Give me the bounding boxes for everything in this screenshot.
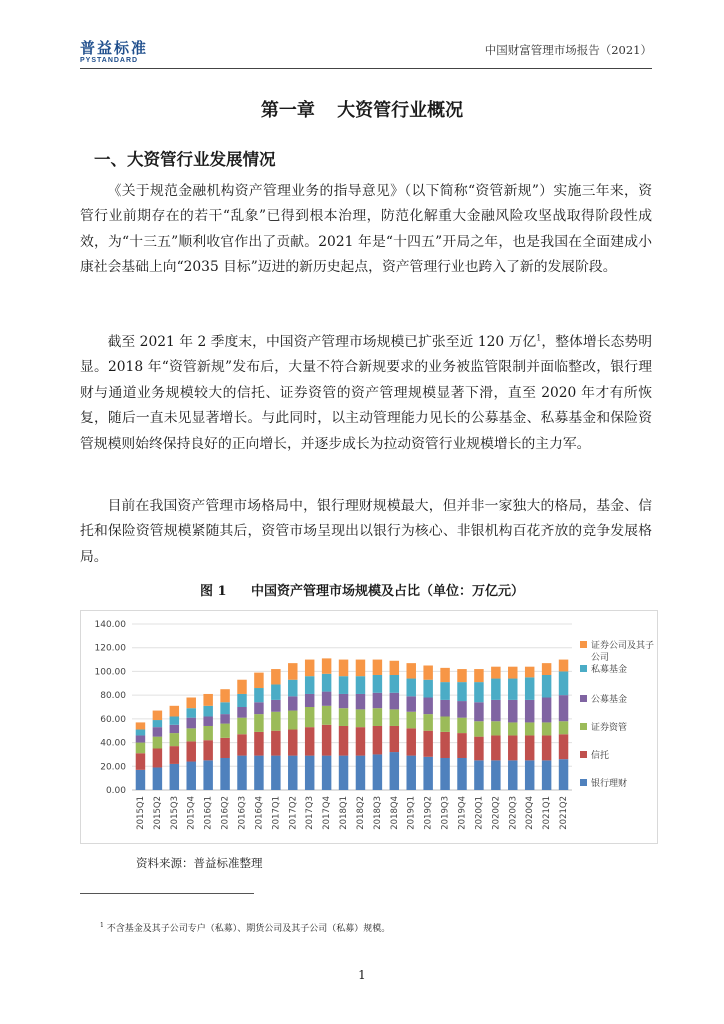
- x-tick-label: 2020Q3: [508, 796, 519, 830]
- bar-segment: [254, 732, 263, 756]
- asset-management-chart: [80, 610, 658, 844]
- bar-segment: [136, 730, 145, 736]
- y-tick-label: 20.00: [100, 762, 126, 773]
- bar-segment: [203, 760, 212, 790]
- bar-segment: [305, 676, 314, 694]
- bar-segment: [288, 680, 297, 697]
- bar-segment: [305, 756, 314, 790]
- bar-segment: [491, 735, 500, 760]
- bar-segment: [271, 700, 280, 712]
- bar-segment: [237, 680, 246, 694]
- bar-segment: [254, 714, 263, 732]
- bar-segment: [525, 667, 534, 678]
- bar-segment: [339, 660, 348, 677]
- bar-segment: [153, 720, 162, 727]
- bar-segment: [136, 743, 145, 754]
- bar-segment: [288, 711, 297, 730]
- legend-swatch: [580, 779, 587, 786]
- logo: [80, 40, 148, 65]
- bar-segment: [559, 695, 568, 721]
- bar-segment: [474, 682, 483, 702]
- bar-segment: [390, 675, 399, 693]
- x-tick-label: 2017Q3: [305, 796, 316, 830]
- x-tick-label: 2015Q3: [169, 796, 180, 830]
- bar-segment: [457, 718, 466, 733]
- bar-segment: [170, 706, 179, 717]
- x-tick-label: 2017Q2: [288, 796, 299, 830]
- bar-segment: [559, 759, 568, 790]
- bar-segment: [322, 725, 331, 756]
- y-tick-label: 60.00: [100, 714, 126, 725]
- header-divider: [80, 68, 652, 69]
- bar-segment: [440, 716, 449, 731]
- bar-segment: [237, 694, 246, 707]
- figure-caption: [0, 580, 724, 599]
- x-tick-label: 2019Q2: [423, 796, 434, 830]
- figure-number: 图 1: [199, 584, 227, 599]
- bar-segment: [305, 694, 314, 707]
- y-tick-label: 40.00: [100, 738, 126, 749]
- legend-label: 银行理财: [591, 779, 628, 789]
- bar-segment: [339, 676, 348, 694]
- footnote-ref[interactable]: 1: [536, 333, 542, 343]
- x-tick-label: 2019Q3: [440, 796, 451, 830]
- logo-en: PYSTANDARD: [80, 57, 139, 64]
- bar-segment: [390, 709, 399, 726]
- bar-segment: [356, 676, 365, 694]
- bar-segment: [237, 718, 246, 735]
- bar-segment: [322, 674, 331, 692]
- bar-segment: [203, 740, 212, 760]
- bar-segment: [390, 693, 399, 710]
- bar-segment: [457, 701, 466, 718]
- footnote-divider: [80, 893, 254, 894]
- bar-segment: [423, 666, 432, 680]
- bar-segment: [508, 760, 517, 790]
- bar-segment: [423, 757, 432, 790]
- bar-segment: [508, 667, 517, 679]
- bar-segment: [136, 770, 145, 790]
- bar-segment: [474, 721, 483, 736]
- bar-segment: [220, 758, 229, 790]
- chapter-number: 第一章: [260, 100, 315, 121]
- bar-segment: [525, 677, 534, 700]
- bar-segment: [305, 707, 314, 727]
- x-tick-label: 2020Q1: [474, 796, 485, 830]
- bar-segment: [254, 673, 263, 688]
- bar-segment: [136, 735, 145, 742]
- chapter-heading: [0, 96, 724, 122]
- bar-segment: [406, 712, 415, 729]
- bar-segment: [356, 660, 365, 677]
- bar-segment: [474, 702, 483, 721]
- figure-title: 中国资产管理市场规模及占比（单位：万亿元）: [251, 584, 525, 599]
- bar-segment: [288, 756, 297, 790]
- bar-segment: [271, 756, 280, 790]
- bar-segment: [170, 733, 179, 746]
- logo-cn: 普益标准: [80, 39, 149, 57]
- bar-segment: [254, 702, 263, 714]
- figure-source: 资料来源：普益标准整理: [136, 856, 263, 870]
- x-tick-label: 2019Q1: [406, 796, 417, 830]
- bar-segment: [491, 721, 500, 735]
- bar-segment: [474, 760, 483, 790]
- bar-segment: [356, 727, 365, 755]
- x-tick-label: 2018Q3: [372, 796, 383, 830]
- bar-segment: [203, 726, 212, 740]
- bar-segment: [322, 706, 331, 725]
- bar-segment: [423, 698, 432, 715]
- bar-segment: [423, 731, 432, 757]
- legend-label: 公募基金: [591, 695, 628, 705]
- bar-segment: [559, 721, 568, 734]
- bar-segment: [203, 716, 212, 725]
- chapter-title: 大资管行业概况: [337, 100, 464, 121]
- footnote-text: 不含基金及其子公司专户（私募）、期货公司及其子公司（私募）规模。: [106, 924, 391, 934]
- bar-segment: [254, 688, 263, 702]
- x-tick-label: 2020Q2: [491, 796, 502, 830]
- legend-label: 证券公司及其子公司: [591, 641, 655, 663]
- bar-segment: [542, 760, 551, 790]
- bar-segment: [136, 722, 145, 729]
- bar-segment: [153, 711, 162, 720]
- bar-segment: [271, 712, 280, 731]
- bar-segment: [170, 716, 179, 724]
- bar-segment: [406, 679, 415, 697]
- legend-label: 私募基金: [591, 665, 628, 675]
- x-tick-label: 2016Q1: [203, 796, 214, 830]
- bar-segment: [322, 756, 331, 790]
- bar-segment: [322, 692, 331, 706]
- legend-swatch: [580, 641, 587, 648]
- bar-segment: [356, 756, 365, 790]
- bar-segment: [186, 762, 195, 790]
- bar-segment: [474, 669, 483, 682]
- paragraph-2-part1: 截至 2021 年 2 季度末，中国资产管理市场规模已扩张至近 120 万亿: [107, 334, 537, 350]
- y-tick-label: 140.00: [94, 620, 126, 630]
- bar-segment: [237, 734, 246, 755]
- bar-segment: [491, 667, 500, 679]
- bar-segment: [237, 707, 246, 718]
- bar-segment: [220, 738, 229, 758]
- bar-segment: [508, 735, 517, 760]
- bar-segment: [288, 696, 297, 710]
- x-tick-label: 2021Q2: [559, 796, 570, 830]
- bar-segment: [186, 698, 195, 709]
- legend-label: 证券资管: [591, 723, 628, 733]
- bar-segment: [356, 709, 365, 727]
- bar-segment: [153, 767, 162, 790]
- legend-swatch: [580, 695, 587, 702]
- bar-segment: [373, 675, 382, 693]
- bar-segment: [186, 728, 195, 741]
- bar-segment: [559, 734, 568, 759]
- bar-segment: [508, 679, 517, 700]
- bar-segment: [525, 735, 534, 760]
- bar-segment: [390, 726, 399, 752]
- bar-segment: [339, 708, 348, 726]
- bar-segment: [373, 754, 382, 790]
- bar-segment: [457, 733, 466, 758]
- bar-segment: [542, 735, 551, 760]
- bar-segment: [406, 756, 415, 790]
- bar-segment: [136, 753, 145, 770]
- x-tick-label: 2016Q2: [220, 796, 231, 830]
- bar-segment: [559, 671, 568, 695]
- bar-segment: [542, 722, 551, 735]
- x-tick-label: 2016Q3: [237, 796, 248, 830]
- bar-segment: [322, 658, 331, 673]
- bar-segment: [203, 694, 212, 706]
- legend-swatch: [580, 665, 587, 672]
- x-tick-label: 2016Q4: [254, 796, 265, 830]
- bar-segment: [186, 708, 195, 717]
- bar-segment: [440, 682, 449, 700]
- footnote: [100, 921, 390, 934]
- bar-segment: [491, 700, 500, 721]
- bar-segment: [339, 756, 348, 790]
- legend-swatch: [580, 723, 587, 730]
- bar-segment: [170, 725, 179, 733]
- bar-segment: [271, 731, 280, 756]
- bar-segment: [170, 746, 179, 764]
- footnote-marker: 1: [100, 922, 104, 929]
- bar-segment: [542, 675, 551, 698]
- bar-segment: [220, 714, 229, 723]
- bar-segment: [186, 718, 195, 729]
- bar-segment: [390, 752, 399, 790]
- x-tick-label: 2015Q4: [186, 796, 197, 830]
- bar-segment: [254, 756, 263, 790]
- paragraph-2: [80, 330, 652, 457]
- y-tick-label: 120.00: [94, 643, 126, 654]
- bar-segment: [508, 700, 517, 723]
- page-number: 1: [358, 968, 366, 982]
- x-tick-label: 2017Q4: [322, 796, 333, 830]
- bar-segment: [288, 663, 297, 680]
- bar-segment: [440, 758, 449, 790]
- bar-segment: [542, 663, 551, 675]
- bar-segment: [373, 693, 382, 708]
- bar-segment: [559, 660, 568, 672]
- bar-segment: [406, 696, 415, 711]
- bar-segment: [305, 660, 314, 677]
- bar-segment: [491, 679, 500, 700]
- x-tick-label: 2017Q1: [271, 796, 282, 830]
- x-tick-label: 2015Q1: [135, 796, 146, 830]
- bar-segment: [220, 702, 229, 714]
- bar-segment: [423, 714, 432, 731]
- x-tick-label: 2020Q4: [525, 796, 536, 830]
- y-tick-label: 100.00: [94, 667, 126, 678]
- y-tick-label: 0.00: [105, 786, 126, 796]
- bar-segment: [525, 700, 534, 723]
- paragraph-2-part2: ，整体增长态势明显。2018 年“资管新规”发布后，大量不符合新规要求的业务被监管限制并面临整改，银行理财与通道业务规模较大的信托、证券资管的资产管理规模显著下滑，直至 2020 年才有所恢复，随后一直未见显著增长。与此同时，以主动管理能力见长的公募基金、私募基金和保险资管规模则始终保持良好的正向增长，并逐步成长为拉动资管行业规模增长的主力军。: [80, 334, 653, 452]
- section-heading: 一、大资管行业发展情况: [94, 150, 276, 169]
- bar-segment: [440, 700, 449, 717]
- x-tick-label: 2019Q4: [457, 796, 468, 830]
- bar-segment: [339, 694, 348, 708]
- chart-border: [81, 611, 658, 844]
- bar-segment: [525, 760, 534, 790]
- bar-segment: [508, 722, 517, 735]
- bar-segment: [153, 737, 162, 749]
- bar-segment: [491, 760, 500, 790]
- y-tick-label: 80.00: [100, 691, 126, 702]
- bar-segment: [339, 726, 348, 756]
- bar-segment: [220, 689, 229, 702]
- bar-segment: [170, 764, 179, 790]
- x-tick-label: 2018Q2: [355, 796, 366, 830]
- x-tick-label: 2015Q2: [152, 796, 163, 830]
- bar-segment: [457, 682, 466, 701]
- bar-segment: [457, 669, 466, 682]
- legend-swatch: [580, 751, 587, 758]
- legend-label: 信托: [591, 751, 610, 761]
- bar-segment: [203, 706, 212, 717]
- bar-segment: [186, 741, 195, 761]
- bar-segment: [406, 663, 415, 678]
- bar-segment: [525, 722, 534, 735]
- bar-segment: [220, 724, 229, 738]
- x-tick-label: 2018Q4: [389, 796, 400, 830]
- x-tick-label: 2021Q1: [542, 796, 553, 830]
- x-tick-label: 2018Q1: [339, 796, 350, 830]
- bar-segment: [271, 684, 280, 699]
- bar-segment: [423, 680, 432, 698]
- paragraph-1: 《关于规范金融机构资产管理业务的指导意见》（以下简称“资管新规”）实施三年来，资管行业前期存在的若干“乱象”已得到根本治理，防范化解重大金融风险攻坚战取得阶段性成效，为“十三五”顺利收官作出了贡献。2021 年是“十四五”开局之年，也是我国在全面建成小康社会基础上向“2035 目标”迈进的新历史起点，资产管理行业也跨入了新的发展阶段。: [80, 183, 652, 276]
- bar-segment: [474, 737, 483, 761]
- bar-segment: [271, 669, 280, 684]
- bar-segment: [440, 732, 449, 758]
- paragraph-3: 目前在我国资产管理市场格局中，银行理财规模最大，但并非一家独大的格局，基金、信托和保险资管规模紧随其后，资管市场呈现出以银行为核心、非银机构百花齐放的竞争发展格局。: [80, 498, 652, 565]
- bar-segment: [406, 728, 415, 755]
- bar-segment: [237, 756, 246, 790]
- bar-segment: [288, 730, 297, 756]
- bar-segment: [356, 694, 365, 709]
- bar-segment: [153, 749, 162, 768]
- bar-segment: [373, 660, 382, 675]
- bar-segment: [542, 698, 551, 723]
- bar-segment: [373, 726, 382, 754]
- bar-segment: [305, 727, 314, 755]
- bar-segment: [153, 727, 162, 736]
- bar-segment: [373, 708, 382, 726]
- bar-segment: [390, 661, 399, 675]
- report-title: 中国财富管理市场报告（2021）: [484, 43, 652, 57]
- bar-segment: [457, 758, 466, 790]
- bar-segment: [440, 668, 449, 682]
